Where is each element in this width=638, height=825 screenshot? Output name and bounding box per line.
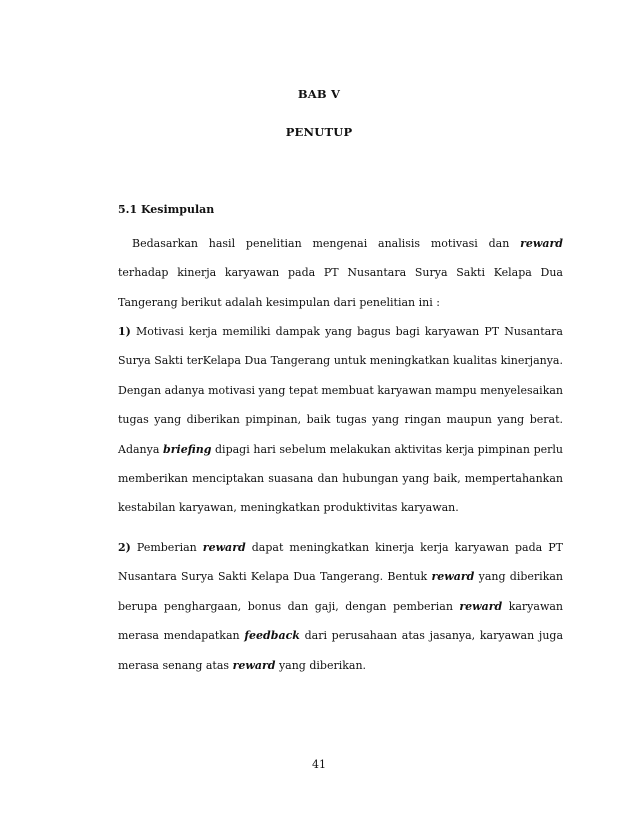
point-2-text-5: dari perusahaan atas jasanya, karyawan juga merasa senang atas xyxy=(118,629,563,672)
point-1-text-a: Motivasi kerja memiliki dampak yang bagus bagi karyawan PT Nusantara Surya Sakti terKelapa Dua Tangerang untuk meningkatkan kualitas kinerjanya. Dengan adanya motivasi yang tepat membuat karyawan mampu menyelesaikan tugas yang diberikan pimpinan, baik tugas yang ringan maupun yang berat. Adanya xyxy=(118,325,564,456)
point-2-paragraph xyxy=(118,533,563,680)
intro-text-before: Bedasarkan hasil penelitian mengenai analisis motivasi dan xyxy=(132,237,521,250)
point-2-text-3: yang diberikan berupa penghargaan, bonus dan gaji, dengan pemberian xyxy=(118,570,564,613)
point-2-italic-2: reward xyxy=(431,570,475,584)
point-2-text-6: yang diberikan. xyxy=(275,658,367,672)
point-2-text-4: karyawan merasa mendapatkan xyxy=(118,599,564,643)
point-1-paragraph xyxy=(118,317,563,523)
intro-italic-reward: reward xyxy=(520,237,563,250)
point-2-italic-3: reward xyxy=(459,599,503,613)
point-1-text-b: dipagi hari sebelum melakukan aktivitas kerja pimpinan perlu memberikan menciptakan suasana dan hubungan yang baik, mempertahankan kestabilan karyawan, meningkatkan produktivitas karyawan. xyxy=(118,442,563,515)
chapter-title: PENUTUP xyxy=(285,125,353,139)
point-1-italic-briefing: briefing xyxy=(163,442,212,456)
point-1-number: 1) xyxy=(118,325,131,338)
section-title: 5.1 Kesimpulan xyxy=(118,203,215,216)
chapter-heading: BAB V xyxy=(297,87,341,101)
intro-paragraph xyxy=(118,229,563,317)
point-2-text-1: Pemberian xyxy=(130,541,203,554)
point-2-text-2: dapat meningkatkan kinerja kerja karyawan pada PT Nusantara Surya Sakti Kelapa Dua Tangerang. Bentuk xyxy=(118,541,563,584)
point-2-italic-1: reward xyxy=(202,541,246,554)
point-2-italic-4: feedback xyxy=(244,629,300,643)
point-2-number: 2) xyxy=(118,541,131,554)
point-2-italic-5: reward xyxy=(232,658,276,672)
intro-text-after: terhadap kinerja karyawan pada PT Nusantara Surya Sakti Kelapa Dua Tangerang berikut adalah kesimpulan dari penelitian ini : xyxy=(118,266,563,309)
page-number: 41 xyxy=(312,758,326,771)
